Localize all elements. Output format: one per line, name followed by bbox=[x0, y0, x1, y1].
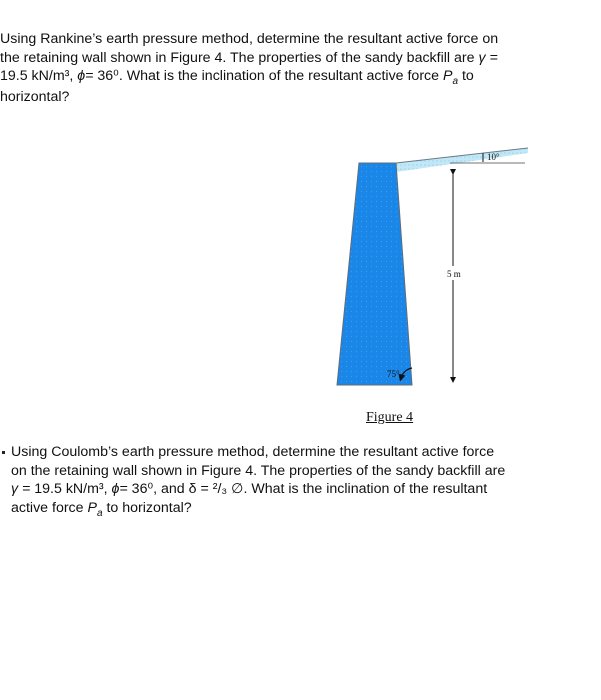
phi-symbol: ϕ= bbox=[111, 481, 128, 497]
force-subscript: a bbox=[452, 76, 459, 87]
list-bullet bbox=[2, 451, 5, 454]
gamma-symbol: γ = bbox=[11, 481, 31, 497]
phi-symbol: ϕ= bbox=[77, 68, 94, 84]
figure-caption: Figure 4 bbox=[366, 410, 414, 425]
q2-line-3: γ = 19.5 kN/m³, ϕ= 36⁰, and δ = ²/₃ ∅. What is the inclination of the resultant bbox=[11, 481, 488, 497]
delta-expression: δ = ²/₃ ∅ bbox=[188, 481, 244, 497]
height-label: 5 m bbox=[447, 269, 461, 279]
q2-line-2: on the retaining wall shown in Figure 4. The properties of the sandy backfill are bbox=[11, 462, 506, 479]
force-subscript: a bbox=[96, 507, 103, 519]
gamma-symbol: γ = bbox=[478, 49, 498, 66]
force-symbol: P bbox=[87, 499, 97, 516]
q1-line-4: horizontal? bbox=[0, 88, 70, 105]
q2-line-1: Using Coulomb’s earth pressure method, determine the resultant active force bbox=[11, 444, 495, 460]
backfill-slope bbox=[396, 148, 528, 172]
q2-line-4: active force $P_a$ to horizontal? bbox=[11, 499, 192, 519]
force-symbol: P bbox=[442, 68, 453, 84]
q1-line-2: the retaining wall shown in Figure 4. The properties of the sandy backfill are γ = bbox=[0, 49, 498, 66]
slope-angle-label: 10° bbox=[487, 152, 500, 162]
retaining-wall bbox=[337, 163, 412, 385]
wall-angle-label: 75° bbox=[387, 369, 400, 379]
q1-line-1: Using Rankine’s earth pressure method, determine the resultant active force on bbox=[0, 31, 499, 47]
question-2-text bbox=[11, 443, 505, 519]
q1-line-3: 19.5 kN/m³, ϕ= 36⁰. What is the inclination of the resultant active force $P_a$ to bbox=[0, 68, 474, 87]
